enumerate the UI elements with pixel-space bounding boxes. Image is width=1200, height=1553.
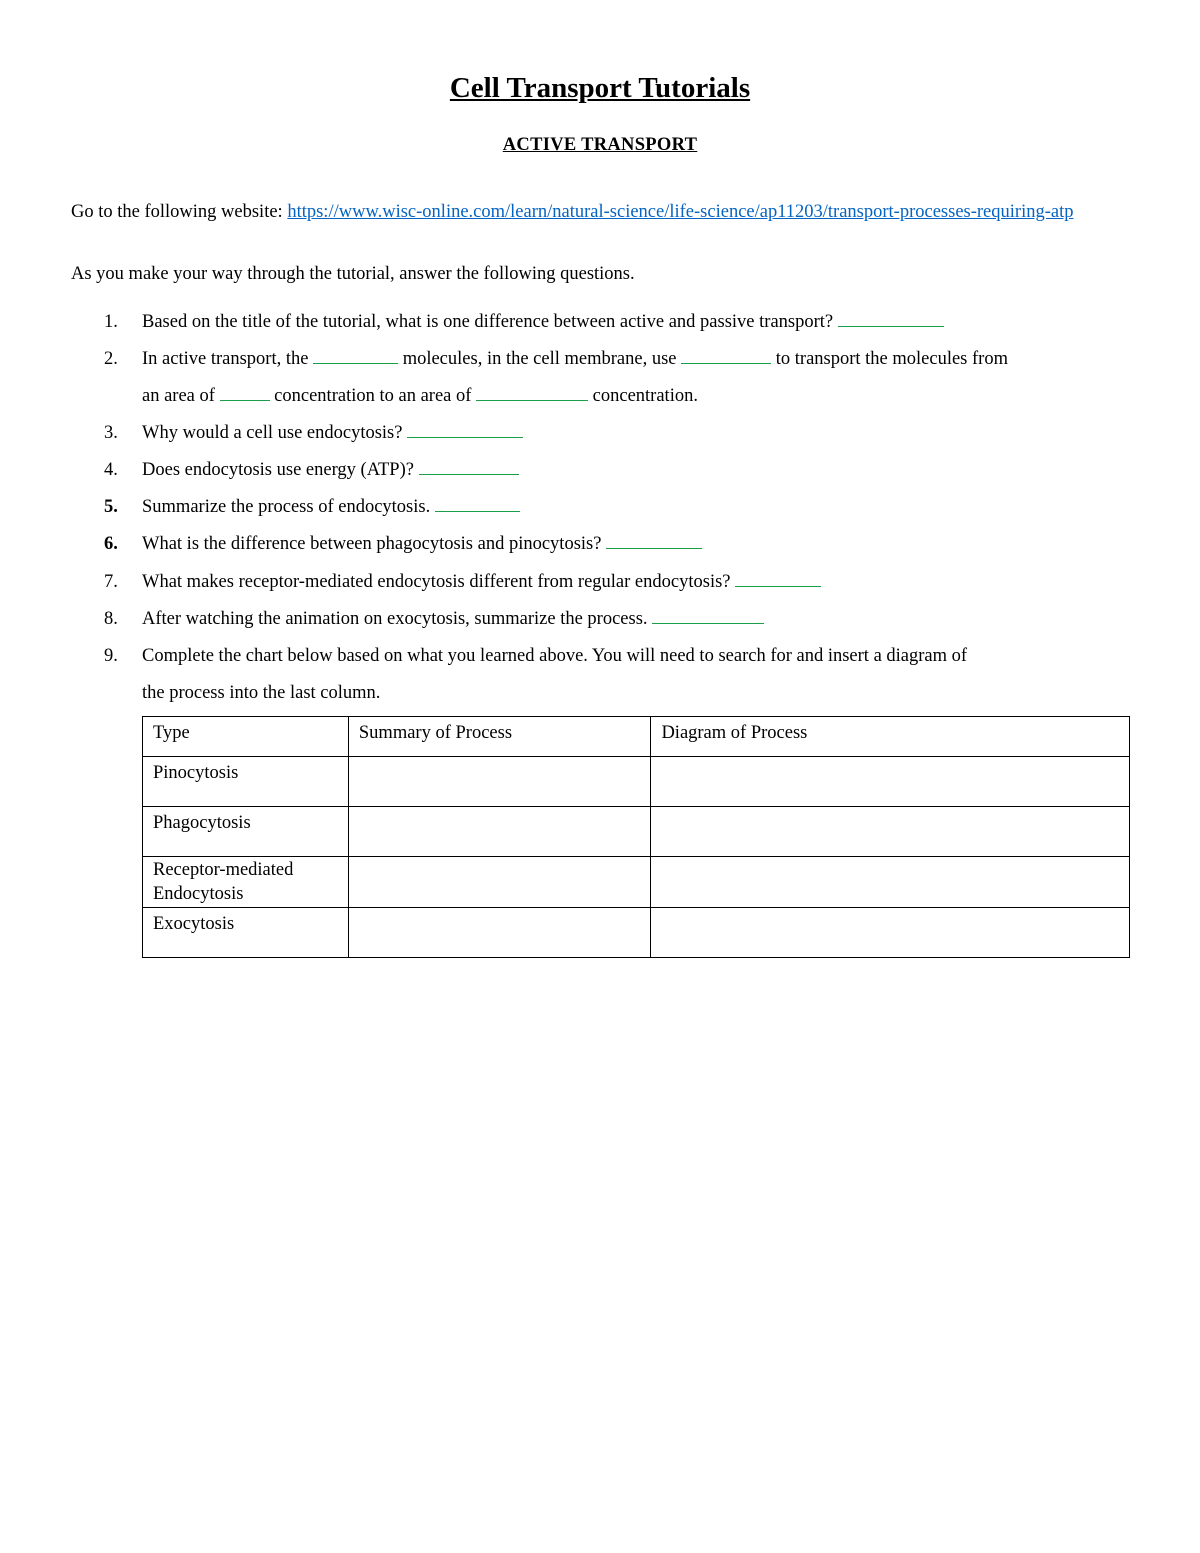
tutorial-link[interactable]: https://www.wisc-online.com/learn/natural-science/life-science/ap11203/transport-processes-requiring-atp <box>287 202 1074 222</box>
type-cell: Phagocytosis <box>143 807 349 857</box>
question-text: Summarize the process of endocytosis. <box>142 494 520 520</box>
question-number: 4. <box>104 460 118 480</box>
summary-cell[interactable] <box>348 807 651 857</box>
answer-blank[interactable] <box>652 606 764 624</box>
diagram-cell[interactable] <box>651 807 1130 857</box>
section-subtitle: ACTIVE TRANSPORT <box>502 135 698 155</box>
table-row <box>143 908 1130 958</box>
type-cell: Exocytosis <box>143 908 349 958</box>
question-text: the process into the last column. <box>142 683 381 703</box>
answer-blank[interactable] <box>838 309 944 327</box>
tutorial-instruction: As you make your way through the tutorial, answer the following questions. <box>71 264 635 284</box>
answer-blank[interactable] <box>220 383 270 401</box>
diagram-cell[interactable] <box>651 757 1130 807</box>
question-text: Why would a cell use endocytosis? <box>142 420 523 446</box>
header-type: Type <box>143 717 349 757</box>
question-number: 3. <box>104 423 118 443</box>
header-diagram: Diagram of Process <box>651 717 1130 757</box>
table-row <box>143 857 1130 908</box>
type-label-line: Endocytosis <box>153 884 244 904</box>
question-text: After watching the animation on exocytosis, summarize the process. <box>142 606 764 632</box>
question-number: 7. <box>104 572 118 592</box>
summary-cell[interactable] <box>348 757 651 807</box>
answer-blank[interactable] <box>681 346 771 364</box>
table-header-row <box>143 717 1130 757</box>
type-label-line: Receptor-mediated <box>153 860 294 880</box>
answer-blank[interactable] <box>476 383 588 401</box>
table-row <box>143 757 1130 807</box>
table-row <box>143 807 1130 857</box>
question-text: What makes receptor-mediated endocytosis different from regular endocytosis? <box>142 569 821 595</box>
summary-cell[interactable] <box>348 908 651 958</box>
question-number: 5. <box>104 497 118 517</box>
question-text: In active transport, the molecules, in the cell membrane, use to transport the molecules from <box>142 346 1008 372</box>
question-text: an area of concentration to an area of concentration. <box>142 383 698 409</box>
question-text: Does endocytosis use energy (ATP)? <box>142 457 519 483</box>
question-text: Complete the chart below based on what you learned above. You will need to search for and insert a diagram of <box>142 646 968 666</box>
type-cell: Pinocytosis <box>143 757 349 807</box>
answer-blank[interactable] <box>313 346 398 364</box>
question-text: What is the difference between phagocytosis and pinocytosis? <box>142 531 702 557</box>
summary-cell[interactable] <box>348 857 651 908</box>
answer-blank[interactable] <box>735 569 821 587</box>
diagram-cell[interactable] <box>651 908 1130 958</box>
question-number: 2. <box>104 349 118 369</box>
intro-text: Go to the following website: <box>71 202 288 222</box>
answer-blank[interactable] <box>435 494 520 512</box>
header-summary: Summary of Process <box>348 717 651 757</box>
question-text: Based on the title of the tutorial, what is one difference between active and passive transport? <box>142 309 944 335</box>
question-number: 1. <box>104 312 118 332</box>
question-number: 6. <box>104 534 118 554</box>
answer-blank[interactable] <box>606 531 702 549</box>
question-number: 9. <box>104 646 118 666</box>
type-cell <box>143 857 349 908</box>
answer-blank[interactable] <box>419 457 519 475</box>
process-chart <box>142 716 1130 958</box>
question-number: 8. <box>104 609 118 629</box>
page-title: Cell Transport Tutorials <box>449 72 751 104</box>
website-instruction <box>71 199 1141 225</box>
diagram-cell[interactable] <box>651 857 1130 908</box>
answer-blank[interactable] <box>407 420 523 438</box>
